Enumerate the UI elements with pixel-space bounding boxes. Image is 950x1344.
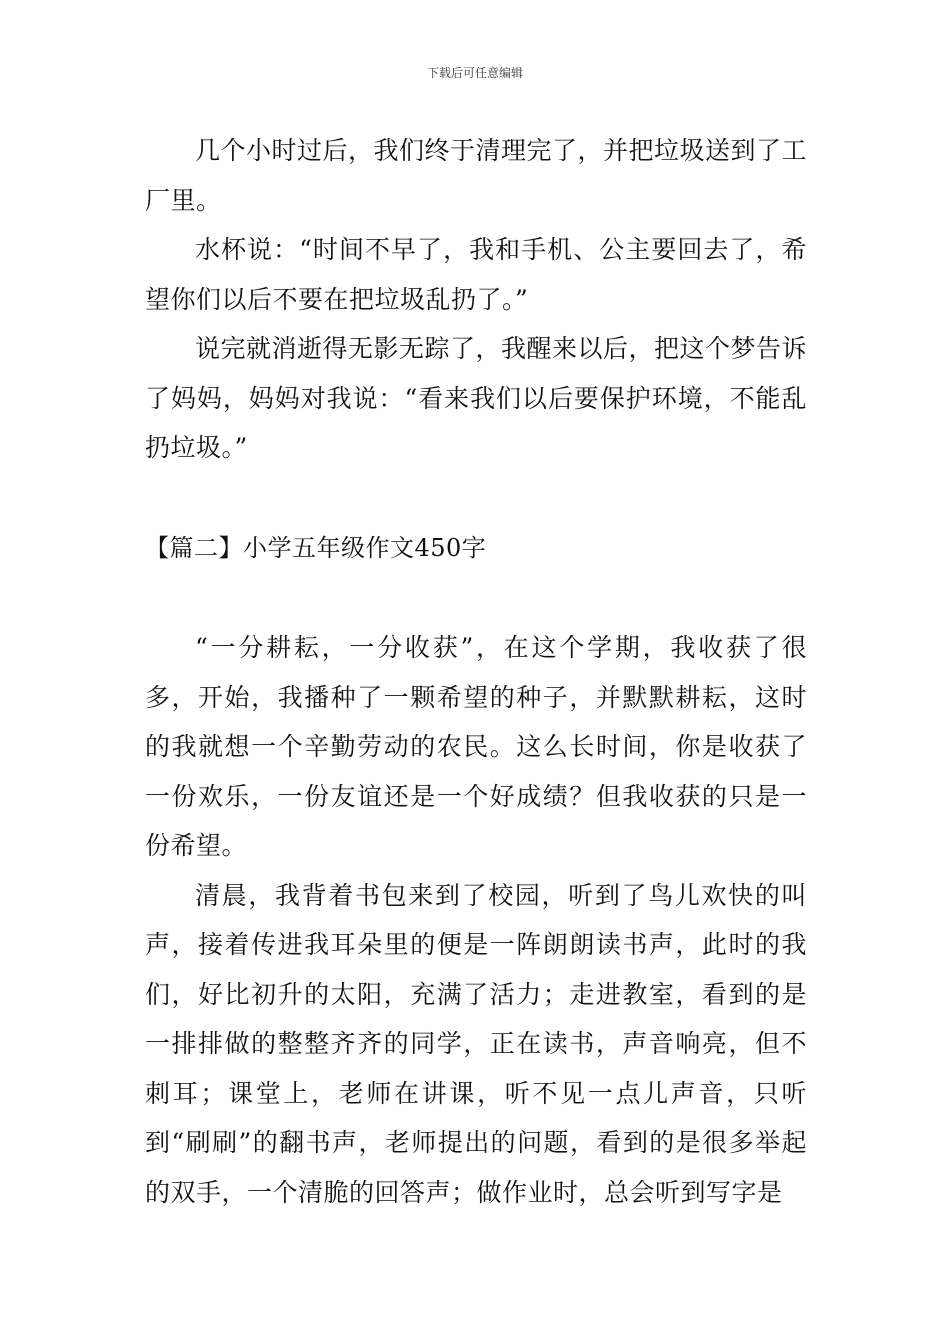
section-heading: 【篇二】小学五年级作文450字	[145, 534, 487, 562]
essay-body	[145, 623, 807, 1217]
paragraph: 几个小时过后，我们终于清理完了，并把垃圾送到了工厂里。	[145, 136, 808, 215]
paragraph: 清晨，我背着书包来到了校园，听到了鸟儿欢快的叫声，接着传进我耳朵里的便是一阵朗朗读书声，此时的我们，好比初升的太阳，充满了活力；走进教室，看到的是一排排做的整整齐齐的同学，正在读书，声音响亮，但不刺耳；课堂上，老师在讲课，听不见一点儿声音，只听到“刷刷”的翻书声，老师提出的问题，看到的是很多举起的双手，一个清脆的回答声；做作业时，总会听到写字是	[145, 880, 807, 1207]
essay-continuation	[145, 126, 807, 473]
page-header: 下载后可任意编辑	[426, 66, 523, 80]
paragraph: 说完就消逝得无影无踪了，我醒来以后，把这个梦告诉了妈妈，妈妈对我说：“看来我们以后要保护环境，不能乱扔垃圾。”	[145, 334, 808, 462]
paragraph: “一分耕耘，一分收获”，在这个学期，我收获了很多，开始，我播种了一颗希望的种子，并默默耕耘，这时的我就想一个辛勤劳动的农民。这么长时间，你是收获了一份欢乐，一份友谊还是一个好成绩？但我收获的只是一份希望。	[145, 633, 807, 860]
paragraph: 水杯说：“时间不早了，我和手机、公主要回去了，希望你们以后不要在把垃圾乱扔了。”	[145, 235, 807, 314]
